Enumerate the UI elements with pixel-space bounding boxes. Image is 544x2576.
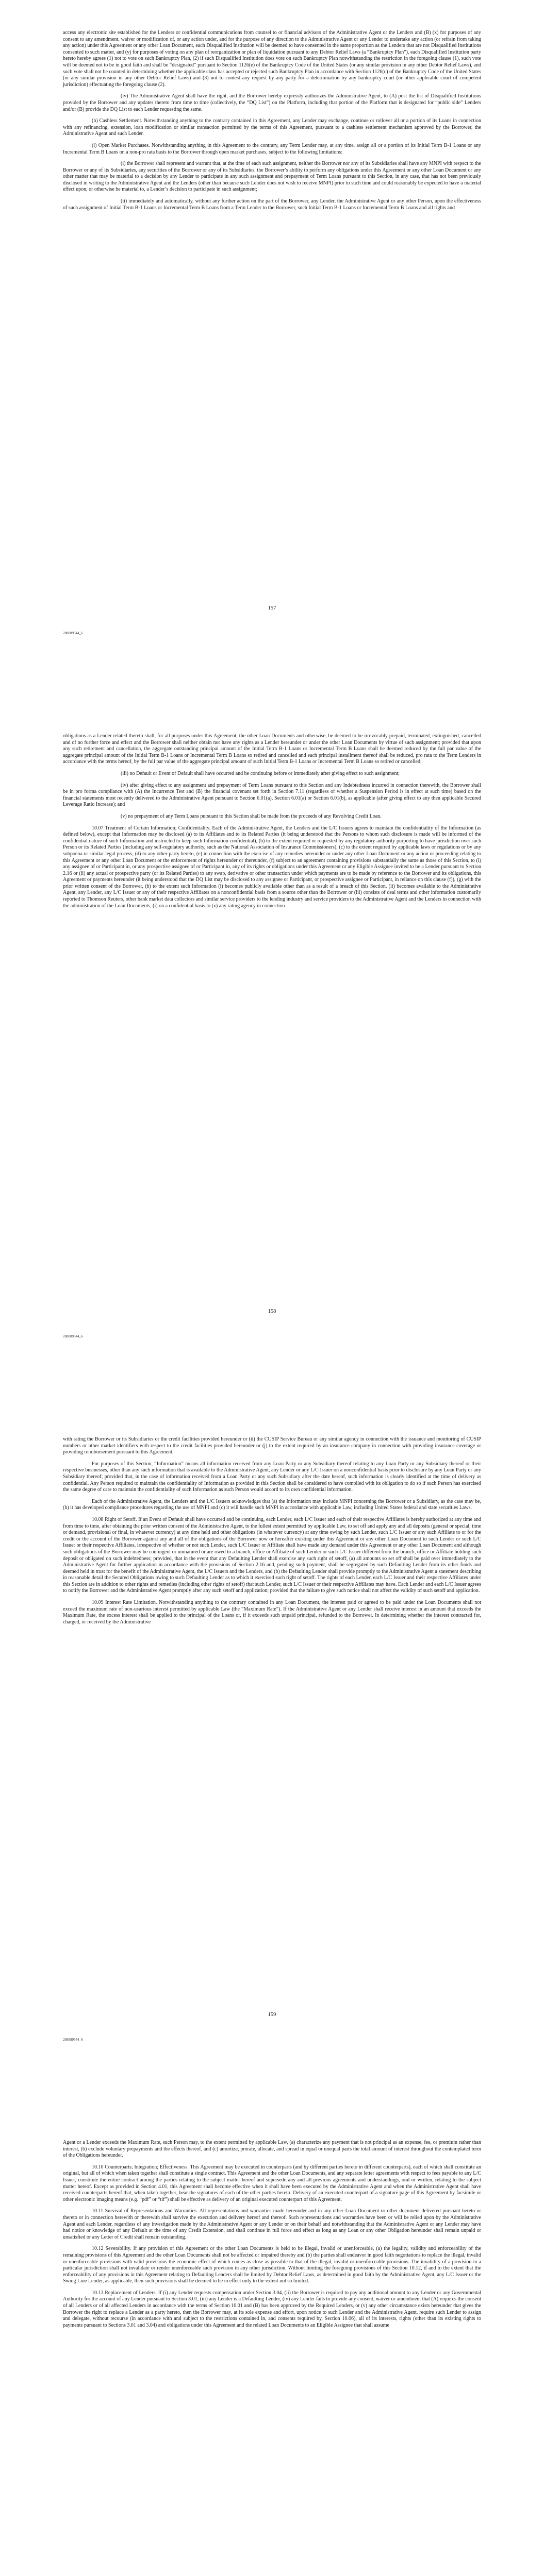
paragraph: 10.09 Interest Rate Limitation. Notwithstanding anything to the contrary contained in any Loan Document, the interest paid or agreed to be paid under the Loan Documents shall not exceed the maximum rate of non-usurious interest permitted by applicable Law (the “Maximum Rate”). If the Administrative Agent or any Lender shall receive interest in an amount that exceeds the Maximum Rate, the excess interest shall be applied to the principal of the Loans or, if it exceeds such unpaid principal, refunded to the Borrower. In determining whether the interest contracted for, charged, or received by the Administrative [63, 1600, 481, 1625]
page-body [63, 2140, 481, 2334]
paragraph: 10.10 Counterparts; Integration; Effectiveness. This Agreement may be executed in counterparts (and by different parties hereto in different counterparts), each of which shall constitute an original, but all of which when taken together shall constitute a single contract. This Agreement and the other Loan Documents, and any separate letter agreements with respect to fees payable to any L/C Issuer, constitute the entire contract among the parties relating to the subject matter hereof and supersede any and all previous agreements and understandings, oral or written, relating to the subject matter hereof. Except as provided in Section 4.01, this Agreement shall become effective when it shall have been executed by the Administrative Agent and when the Administrative Agent shall have received counterparts hereof that, when taken together, bear the signatures of each of the other parties hereto. Delivery of an executed counterpart of a signature page of this Agreement by facsimile or other electronic imaging means (e.g. “pdf” or “tif”) shall be effective as delivery of an original executed counterpart of this Agreement. [63, 2164, 481, 2202]
page-body [63, 1436, 481, 1631]
paragraph: 10.12 Severability. If any provision of this Agreement or the other Loan Documents is held to be illegal, invalid or unenforceable, (a) the legality, validity and enforceability of the remaining provisions of this Agreement and the other Loan Documents shall not be affected or impaired thereby and (b) the parties shall endeavor in good faith negotiations to replace the illegal, invalid or unenforceable provisions with valid provisions the economic effect of which comes as close as possible to that of the illegal, invalid or unenforceable provisions. The invalidity of a provision in a particular jurisdiction shall not invalidate or render unenforceable such provision in any other jurisdiction. Without limiting the foregoing provisions of this Section 10.12, if and to the extent that the enforceability of any provisions in this Agreement relating to Defaulting Lenders shall be limited by Debtor Relief Laws, as determined in good faith by the Administrative Agent, any L/C Issuer or the Swing Line Lender, as applicable, then such provisions shall be deemed to be in effect only to the extent not so limited. [63, 2246, 481, 2284]
paragraph: with rating the Borrower or its Subsidiaries or the credit facilities provided hereunder or (ii) the CUSIP Service Bureau or any similar agency in connection with the issuance and monitoring of CUSIP numbers or other market identifiers with respect to the credit facilities provided hereunder or (j) to the extent required by an insurance company in connection with providing insurance coverage or providing reimbursement pursuant to this Agreement. [63, 1436, 481, 1455]
paragraph: 10.08 Right of Setoff. If an Event of Default shall have occurred and be continuing, each Lender, each L/C Issuer and each of their respective Affiliates is hereby authorized at any time and from time to time, after obtaining the prior written consent of the Administrative Agent, to the fullest extent permitted by applicable Law, to set off and apply any and all deposits (general or special, time or demand, provisional or final, in whatever currency) at any time held and other obligations (in whatever currency) at any time owing by such Lender, such L/C Issuer or any such Affiliate to or for the credit or the account of the Borrower against any and all of the obligations of the Borrower now or hereafter existing under this Agreement or any other Loan Document to such Lender or such L/C Issuer or their respective Affiliates, irrespective of whether or not such Lender, such L/C Issuer or Affiliate shall have made any demand under this Agreement or any other Loan Document and although such obligations of the Borrower may be contingent or unmatured or are owed to a branch, office or Affiliate of such Lender or such L/C Issuer different from the branch, office or Affiliate holding such deposit or obligated on such indebtedness; provided, that in the event that any Defaulting Lender shall exercise any such right of setoff, (a) all amounts so set off shall be paid over immediately to the Administrative Agent for further application in accordance with the provisions of Section 2.16 and, pending such payment, shall be segregated by such Defaulting Lender from its other funds and deemed held in trust for the benefit of the Administrative Agent, the L/C Issuers and the Lenders, and (b) the Defaulting Lender shall provide promptly to the Administrative Agent a statement describing in reasonable detail the Secured Obligations owing to such Defaulting Lender as to which it exercised such right of setoff. The rights of each Lender, each L/C Issuer and their respective Affiliates under this Section are in addition to other rights and remedies (including other rights of setoff) that such Lender, such L/C Issuer or their respective Affiliates may have. Each Lender and each L/C Issuer agrees to notify the Borrower and the Administrative Agent promptly after any such setoff and application; provided that the failure to give such notice shall not affect the validity of such setoff and application. [63, 1516, 481, 1594]
paragraph: 10.07 Treatment of Certain Information; Confidentiality. Each of the Administrative Agent, the Lenders and the L/C Issuers agrees to maintain the confidentiality of the Information (as defined below), except that Information may be disclosed (a) to its Affiliates and to its Related Parties (it being understood that the Persons to whom such disclosure is made will be informed of the confidential nature of such Information and instructed to keep such Information confidential), (b) to the extent required or requested by any regulatory authority purporting to have jurisdiction over such Person or its Related Parties (including any self-regulatory authority, such as the National Association of Insurance Commissioners), (c) to the extent required by applicable laws or regulations or by any subpoena or similar legal process, (d) to any other party hereto, (e) in connection with the exercise of any remedies hereunder or under any other Loan Document or any action or proceeding relating to this Agreement or any other Loan Document or the enforcement of rights hereunder or thereunder, (f) subject to an agreement containing provisions substantially the same as those of this Section, to (i) any assignee of or Participant in, or any prospective assignee of or Participant in, any of its rights or obligations under this Agreement or any Eligible Assignee invited to be a Lender pursuant to Section 2.16 or (ii) any actual or prospective party (or its Related Parties) to any swap, derivative or other transaction under which payments are to be made by reference to the Borrower and its obligations, this Agreement or payments hereunder (it being understood that the DQ List may be disclosed to any assignee or Participant, or prospective assignee or Participant, in reliance on this clause (f)), (g) with the prior written consent of the Borrower, (h) to the extent such Information (i) becomes publicly available other than as a result of a breach of this Section, (ii) becomes available to the Administrative Agent, any Lender, any L/C Issuer or any of their respective Affiliates on a nonconfidential basis from a source other than the Borrower or (iii) consists of deal terms and other information customarily reported to Thomson Reuters, other bank market data collectors and similar service providers to the lending industry and service providers to the Administrative Agent and the Lenders in connection with the administration of the Loan Documents, (i) on a confidential basis to (x) any rating agency in connection [63, 825, 481, 909]
paragraph: (ii) immediately and automatically, without any further action on the part of the Borrower, any Lender, the Administrative Agent or any other Person, upon the effectiveness of such assignment of Initial Term B-1 Loans or Incremental Term B Loans from a Term Lender to the Borrower, such Initial Term B-1 Loans or Incremental Term B Loans and all rights and [63, 198, 481, 211]
paragraph: (iv) The Administrative Agent shall have the right, and the Borrower hereby expressly authorizes the Administrative Agent, to (A) post the list of Disqualified Institutions provided by the Borrower and any updates thereto from time to time (collectively, the “DQ List”) on the Platform, including that portion of the Platform that is designated for “public side” Lenders and/or (B) provide the DQ List to each Lender requesting the same. [63, 93, 481, 112]
paragraph: (i) the Borrower shall represent and warrant that, at the time of each such assignment, neither the Borrower nor any of its Subsidiaries shall have any MNPI with respect to the Borrower or any of its Subsidiaries, any securities of the Borrower or any of its Subsidiaries, the Borrower’s ability to perform any obligations under this Agreement or any other Loan Document or any other matter that may be material to a decision by any Lender to participate in any such assignment and prepayment of Term Loans pursuant to this Section, in any case, that has not been previously disclosed in writing to the Administrative Agent and the Lenders (other than because such Lender does not wish to receive MNPI) prior to such time and could reasonably be expected to have a material effect upon, or otherwise be material to, a Lender’s decision to participate in such assignment; [63, 161, 481, 193]
page-body [63, 733, 481, 914]
paragraph: (h) Cashless Settlement. Notwithstanding anything to the contrary contained in this Agreement, any Lender may exchange, continue or rollover all or a portion of its Loans in connection with any refinancing, extension, loan modification or similar transaction permitted by the terms of this Agreement, pursuant to a cashless settlement mechanism approved by the Borrower, the Administrative Agent and such Lender. [63, 118, 481, 137]
document-page-158 [0, 703, 544, 1406]
document-page-157 [0, 0, 544, 703]
paragraph: (v) no prepayment of any Term Loans pursuant to this Section shall be made from the proceeds of any Revolving Credit Loan. [121, 813, 382, 819]
page-number: 158 [268, 1309, 276, 1314]
paragraph: Agent or a Lender exceeds the Maximum Rate, such Person may, to the extent permitted by applicable Law, (a) characterize any payment that is not principal as an expense, fee, or premium rather than interest, (b) exclude voluntary prepayments and the effects thereof, and (c) amortize, prorate, allocate, and spread in equal or unequal parts the total amount of interest throughout the contemplated term of the Obligations hereunder. [63, 2140, 481, 2159]
paragraph: 10.11 Survival of Representations and Warranties. All representations and warranties made hereunder and in any other Loan Document or other document delivered pursuant hereto or thereto or in connection herewith or therewith shall survive the execution and delivery hereof and thereof. Such representations and warranties have been or will be relied upon by the Administrative Agent and each Lender, regardless of any investigation made by the Administrative Agent or any Lender or on their behalf and notwithstanding that the Administrative Agent or any Lender may have had notice or knowledge of any Default at the time of any Credit Extension, and shall continue in full force and effect as long as any Loan or any other Obligation hereunder shall remain unpaid or unsatisfied or any Letter of Credit shall remain outstanding. [63, 2208, 481, 2240]
document-id: 208889544_6 [63, 631, 83, 635]
page-body [63, 30, 481, 216]
document-id: 208889544_6 [63, 1334, 83, 1338]
paragraph: (iii) no Default or Event of Default shall have occurred and be continuing before or immediately after giving effect to such assignment; [121, 770, 400, 776]
document-page-159 [0, 1406, 544, 2110]
paragraph: Each of the Administrative Agent, the Lenders and the L/C Issuers acknowledges that (a) the Information may include MNPI concerning the Borrower or a Subsidiary, as the case may be, (b) it has developed compliance procedures regarding the use of MNPI and (c) it will handle such MNPI in accordance with applicable Law, including United States federal and state securities Laws. [63, 1498, 481, 1511]
paragraph: obligations as a Lender related thereto shall, for all purposes under this Agreement, the other Loan Documents and otherwise, be deemed to be irrevocably prepaid, terminated, extinguished, cancelled and of no further force and effect and the Borrower shall neither obtain nor have any rights as a Lender hereunder or under the other Loan Documents by virtue of such assignment; provided that upon any such retirement and cancellation, the aggregate outstanding principal amount of the Initial Term B-1 Loans or Incremental Term B Loans shall be deemed reduced by the full par value of the aggregate principal amount of the Initial Term B-1 Loans or Incremental Term B Loans so retired and cancelled and each principal installment thereof shall be reduced, pro rata to the Term Lenders in accordance with the terms hereof, by the full par value of the aggregate principal amount of such Initial Term B-1 Loans or Incremental Term B Loans so retired or cancelled; [63, 733, 481, 765]
paragraph: (i) Open Market Purchases. Notwithstanding anything in this Agreement to the contrary, any Term Lender may, at any time, assign all or a portion of its Initial Term B-1 Loans or any Incremental Term B Loans on a non-pro rata basis to the Borrower through open market purchases, subject to the following limitations: [63, 142, 481, 155]
paragraph: access any electronic site established for the Lenders or confidential communications from counsel to or financial advisors of the Administrative Agent or the Lenders and (B) (x) for purposes of any consent to any amendment, waiver or modification of, or any action under, and for the purpose of any direction to the Administrative Agent or any Lender to undertake any action (or refrain from taking any action) under this Agreement or any other Loan Document, each Disqualified Institution will be deemed to have consented in the same proportion as the Lenders that are not Disqualified Institutions consented to such matter, and (y) for purposes of voting on any plan of reorganization or plan of liquidation pursuant to any Debtor Relief Laws (a “Bankruptcy Plan”), each Disqualified Institution party hereto hereby agrees (1) not to vote on such Bankruptcy Plan, (2) if such Disqualified Institution does vote on such Bankruptcy Plan notwithstanding the restriction in the foregoing clause (1), such vote will be deemed not to be in good faith and shall be “designated” pursuant to Section 1126(e) of the Bankruptcy Code of the United States (or any similar provision in any other Debtor Relief Laws), and such vote shall not be counted in determining whether the applicable class has accepted or rejected such Bankruptcy Plan in accordance with Section 1126(c) of the Bankruptcy Code of the United States (or any similar provision in any other Debtor Relief Laws) and (3) not to contest any request by any party for a determination by any bankruptcy court (or other applicable court of competent jurisdiction) effectuating the foregoing clause (2). [63, 30, 481, 88]
paragraph: (iv) after giving effect to any assignment and prepayment of Term Loans pursuant to this Section and any Indebtedness incurred in connection therewith, the Borrower shall be in pro forma compliance with (A) the Incurrence Test and (B) the financial covenant set forth in Section 7.11 (regardless of whether a Suspension Period is in effect at such time) based on the financial statements most recently delivered to the Administrative Agent pursuant to Section 6.01(a), Section 6.01(a) or Section 6.01(b), as applicable (after giving effect to any then applicable Secured Leverage Ratio Increase); and [63, 782, 481, 808]
page-number: 159 [268, 2012, 276, 2018]
page-number: 157 [268, 605, 276, 611]
paragraph: 10.13 Replacement of Lenders. If (i) any Lender requests compensation under Section 3.04, (ii) the Borrower is required to pay any additional amount to any Lender or any Governmental Authority for the account of any Lender pursuant to Section 3.01, (iii) any Lender is a Defaulting Lender, (iv) any Lender fails to provide any consent, waiver or amendment that (A) requires the consent of all Lenders or of all affected Lenders in accordance with the terms of Section 10.01 and (B) has been approved by the Required Lenders, or (v) any other circumstance exists hereunder that gives the Borrower the right to replace a Lender as a party hereto, then the Borrower may, at its sole expense and effort, upon notice to such Lender and the Administrative Agent, require such Lender to assign and delegate, without recourse (in accordance with and subject to the restrictions contained in, and consents required by, Section 10.06), all of its interests, rights (other than its existing rights to payments pursuant to Sections 3.01 and 3.04) and obligations under this Agreement and the related Loan Documents to an Eligible Assignee that shall assume [63, 2290, 481, 2328]
document-id: 208889544_6 [63, 2038, 83, 2042]
document-page-160 [0, 2110, 544, 2576]
paragraph: For purposes of this Section, “Information” means all information received from any Loan Party or any Subsidiary thereof relating to any Loan Party or any Subsidiary thereof or their respective businesses, other than any such information that is available to the Administrative Agent, any Lender or any L/C Issuer on a nonconfidential basis prior to disclosure by any Loan Party or any Subsidiary thereof; provided that, in the case of information received from a Loan Party or any such Subsidiary after the date hereof, such information is clearly identified at the time of delivery as confidential. Any Person required to maintain the confidentiality of Information as provided in this Section shall be considered to have complied with its obligation to do so if such Person has exercised the same degree of care to maintain the confidentiality of such Information as such Person would accord to its own confidential information. [63, 1461, 481, 1493]
